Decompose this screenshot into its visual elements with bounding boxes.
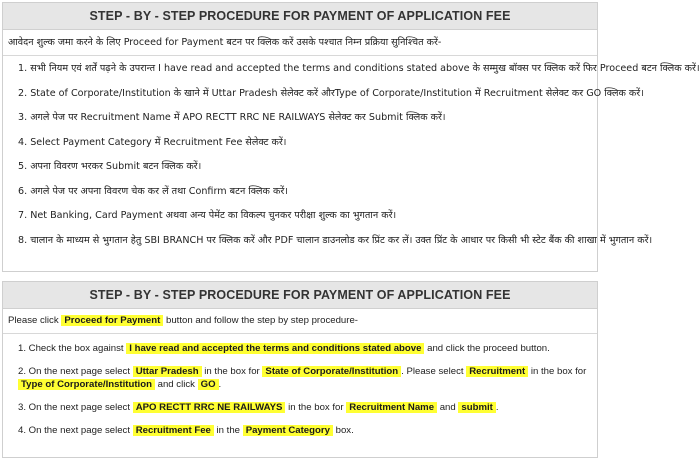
step-text: 3. On the next page select <box>18 402 131 413</box>
highlight: submit <box>458 402 495 413</box>
step-3: 3. अगले पेज पर Recruitment Name में APO RECTT RRC NE RAILWAYS सेलेक्ट कर Submit क्लिक करें। <box>18 112 446 123</box>
divider <box>3 333 597 334</box>
english-procedure-panel <box>2 281 598 458</box>
step-text: . Please select <box>401 366 464 377</box>
step-4: 4. Select Payment Category में Recruitment Fee सेलेक्ट करें। <box>18 136 287 148</box>
divider <box>3 55 597 56</box>
highlight: State of Corporate/Institution <box>262 366 401 377</box>
highlight: Uttar Pradesh <box>133 366 202 377</box>
highlight: Recruitment Fee <box>133 425 214 436</box>
highlight: Recruitment <box>466 366 528 377</box>
step-7: 7. Net Banking, Card Payment अथवा अन्य पेमेंट का विकल्प चुनकर परीक्षा शुल्क का भुगतान करें। <box>18 210 397 221</box>
highlight: Payment Category <box>243 425 333 436</box>
step-text: 4. On the next page select <box>18 425 131 436</box>
step-1: 1. सभी नियम एवं शर्तें पढ़ने के उपरान्त I have read and accepted the terms and conditions stated above के सम्मुख बॉक्स पर क्लिक करें फिर Proceed बटन क्लिक करें। <box>18 63 700 74</box>
step-2: 2. State of Corporate/Institution के खाने में Uttar Pradesh सेलेक्ट करें औरType of Corporate/Institution में Recruitment सेलेक्ट कर GO क्लिक करें। <box>18 87 644 99</box>
step-4 <box>3 424 597 447</box>
proceed-for-payment-highlight: Proceed for Payment <box>61 315 163 326</box>
step-8: 8. चालान के माध्यम से भुगतान हेतु SBI BRANCH पर क्लिक करें और PDF चालान डाउनलोड कर प्रिंट कर लें। उक्त प्रिंट के आधार पर किसी भी स्टेट बैंक की शाखा में भुगतान करें। <box>18 234 653 246</box>
highlight: Type of Corporate/Institution <box>18 379 155 390</box>
panel-title: STEP - BY - STEP PROCEDURE FOR PAYMENT OF APPLICATION FEE <box>3 282 597 309</box>
step-text: in the box for <box>204 366 260 377</box>
steps-list <box>3 342 597 447</box>
step-1 <box>3 342 597 365</box>
step-text: and <box>439 402 456 413</box>
highlight: GO <box>198 379 219 390</box>
panel-intro <box>3 309 597 328</box>
step-3 <box>3 401 597 424</box>
highlight: I have read and accepted the terms and conditions stated above <box>126 343 424 354</box>
steps-list <box>3 62 700 258</box>
step-text: 2. On the next page select <box>18 366 131 377</box>
intro-text: button and follow the step by step procedure- <box>165 315 358 326</box>
step-text: . <box>218 379 222 390</box>
hindi-procedure-panel <box>2 2 700 272</box>
highlight: APO RECTT RRC NE RAILWAYS <box>133 402 286 413</box>
highlight: Recruitment Name <box>346 402 437 413</box>
step-2 <box>3 365 597 401</box>
step-text: in the box for <box>288 402 344 413</box>
panel-intro: आवेदन शुल्क जमा करने के लिए Proceed for Payment बटन पर क्लिक करें उसके पश्चात निम्न प्रक्रिया सुनिश्चित करें- <box>8 37 442 48</box>
panel-title: STEP - BY - STEP PROCEDURE FOR PAYMENT OF APPLICATION FEE <box>3 3 597 30</box>
step-text: in the <box>216 425 241 436</box>
step-text: and click the proceed button. <box>427 343 550 354</box>
intro-text: Please click <box>8 315 59 326</box>
step-text: in the box for <box>530 366 587 377</box>
step-text: box. <box>335 425 354 436</box>
step-text: and click <box>157 379 195 390</box>
step-text: . <box>495 402 499 413</box>
step-5: 5. अपना विवरण भरकर Submit बटन क्लिक करें। <box>18 161 202 172</box>
step-text: 1. Check the box against <box>18 343 124 354</box>
step-6: 6. अगले पेज पर अपना विवरण चेक कर लें तथा Confirm बटन क्लिक करें। <box>18 185 288 197</box>
